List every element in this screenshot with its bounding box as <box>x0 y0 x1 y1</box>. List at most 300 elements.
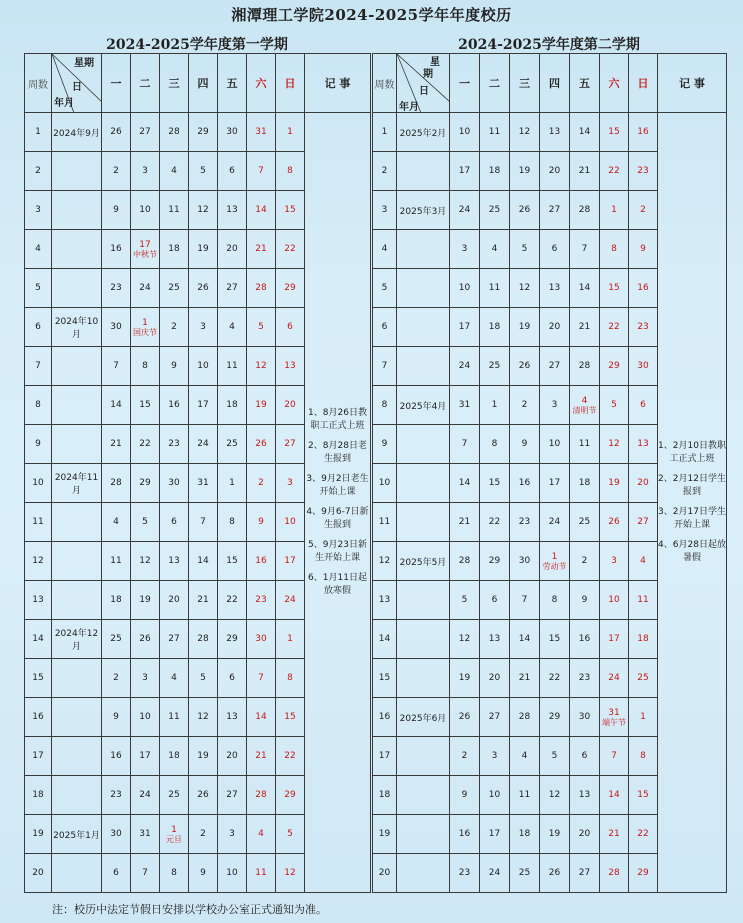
day-cell: 26 <box>247 425 276 464</box>
day-number: 1 <box>142 317 148 328</box>
day-cell: 26 <box>131 620 160 659</box>
day-cell: 20 <box>629 464 658 503</box>
day-cell: 21 <box>570 152 600 191</box>
holiday-day-cell <box>540 542 570 581</box>
day-cell: 7 <box>189 503 218 542</box>
day-cell: 16 <box>102 230 131 269</box>
day-cell: 10 <box>189 347 218 386</box>
day-cell: 28 <box>570 191 600 230</box>
day-cell: 10 <box>600 581 629 620</box>
day-cell: 5 <box>540 737 570 776</box>
day-cell: 14 <box>450 464 480 503</box>
month-label <box>397 347 450 386</box>
week-number: 13 <box>373 581 397 620</box>
day-cell: 13 <box>540 113 570 152</box>
day-cell: 1 <box>276 620 305 659</box>
note-item: 4、9月6-7日新生报到 <box>306 507 369 530</box>
holiday-day-cell <box>600 698 629 737</box>
day-cell: 28 <box>102 464 131 503</box>
day-cell: 9 <box>570 581 600 620</box>
day-cell: 7 <box>570 230 600 269</box>
day-cell: 29 <box>189 113 218 152</box>
day-cell: 5 <box>189 659 218 698</box>
day-cell: 29 <box>218 620 247 659</box>
holiday-day-cell <box>160 815 189 854</box>
week-number: 6 <box>25 308 52 347</box>
month-label: 2025年2月 <box>397 113 450 152</box>
day-cell: 13 <box>276 347 305 386</box>
day-cell: 21 <box>570 308 600 347</box>
week-number: 10 <box>373 464 397 503</box>
month-label: 2024年11月 <box>52 464 102 503</box>
day-cell: 18 <box>160 737 189 776</box>
day-cell: 2 <box>189 815 218 854</box>
day-cell: 11 <box>218 347 247 386</box>
day-cell: 21 <box>189 581 218 620</box>
day-header-wed: 三 <box>160 54 189 113</box>
day-cell: 5 <box>131 503 160 542</box>
day-cell: 22 <box>218 581 247 620</box>
day-cell: 8 <box>218 503 247 542</box>
holiday-day-cell <box>131 230 160 269</box>
day-cell: 31 <box>450 386 480 425</box>
day-cell: 22 <box>480 503 510 542</box>
month-label <box>52 425 102 464</box>
day-cell: 21 <box>247 737 276 776</box>
week-number: 5 <box>373 269 397 308</box>
day-cell: 11 <box>510 776 540 815</box>
day-cell: 25 <box>160 269 189 308</box>
day-cell: 4 <box>510 737 540 776</box>
day-cell: 24 <box>276 581 305 620</box>
day-cell: 30 <box>247 620 276 659</box>
month-label <box>397 815 450 854</box>
month-label <box>52 854 102 893</box>
day-cell: 30 <box>102 815 131 854</box>
month-label <box>52 698 102 737</box>
day-cell: 13 <box>218 698 247 737</box>
day-cell: 19 <box>131 581 160 620</box>
day-header-tue: 二 <box>131 54 160 113</box>
day-cell: 19 <box>510 152 540 191</box>
note-item: 1、2月10日教职工正式上班 <box>658 441 726 464</box>
diagonal-top-label: 星期 <box>74 58 94 69</box>
day-cell: 12 <box>276 854 305 893</box>
day-cell: 6 <box>540 230 570 269</box>
day-cell: 10 <box>131 698 160 737</box>
day-cell: 16 <box>160 386 189 425</box>
day-cell: 7 <box>247 659 276 698</box>
week-number: 4 <box>373 230 397 269</box>
day-cell: 22 <box>540 659 570 698</box>
day-cell: 13 <box>480 620 510 659</box>
header-row <box>25 54 371 113</box>
day-cell: 14 <box>600 776 629 815</box>
day-cell: 29 <box>276 776 305 815</box>
week-column-header: 周数 <box>373 54 397 113</box>
day-cell: 12 <box>450 620 480 659</box>
day-cell: 17 <box>131 737 160 776</box>
day-cell: 16 <box>629 269 658 308</box>
day-cell: 9 <box>189 854 218 893</box>
day-cell: 13 <box>629 425 658 464</box>
day-cell: 27 <box>480 698 510 737</box>
day-cell: 21 <box>247 230 276 269</box>
week-number: 16 <box>25 698 52 737</box>
month-label <box>52 503 102 542</box>
day-cell: 15 <box>276 191 305 230</box>
month-label <box>397 776 450 815</box>
day-cell: 9 <box>102 698 131 737</box>
day-cell: 23 <box>629 152 658 191</box>
day-cell: 18 <box>102 581 131 620</box>
holiday-day-cell <box>131 308 160 347</box>
footnote: 注：校历中法定节假日安排以学校办公室正式通知为准。 <box>52 903 327 916</box>
day-cell: 14 <box>247 191 276 230</box>
day-cell: 25 <box>480 191 510 230</box>
day-cell: 1 <box>629 698 658 737</box>
note-item: 3、2月17日学生开始上课 <box>658 507 726 530</box>
day-cell: 4 <box>218 308 247 347</box>
day-cell: 30 <box>510 542 540 581</box>
week-number: 17 <box>25 737 52 776</box>
day-cell: 3 <box>600 542 629 581</box>
day-cell: 8 <box>540 581 570 620</box>
day-cell: 15 <box>600 113 629 152</box>
diagonal-bottom-label: 年月 <box>399 102 419 113</box>
day-cell: 7 <box>510 581 540 620</box>
note-item: 4、6月28日起放暑假 <box>658 540 726 563</box>
day-cell: 14 <box>102 386 131 425</box>
day-cell: 5 <box>247 308 276 347</box>
day-cell: 2 <box>450 737 480 776</box>
week-number: 4 <box>25 230 52 269</box>
day-cell: 13 <box>218 191 247 230</box>
day-cell: 27 <box>131 113 160 152</box>
day-cell: 11 <box>570 425 600 464</box>
day-cell: 8 <box>276 152 305 191</box>
day-cell: 22 <box>131 425 160 464</box>
day-cell: 15 <box>218 542 247 581</box>
month-label <box>52 269 102 308</box>
day-cell: 24 <box>131 776 160 815</box>
day-cell: 24 <box>600 659 629 698</box>
day-cell: 2 <box>629 191 658 230</box>
day-cell: 20 <box>218 230 247 269</box>
month-label <box>52 581 102 620</box>
day-cell: 23 <box>450 854 480 893</box>
week-number: 20 <box>373 854 397 893</box>
day-cell: 5 <box>189 152 218 191</box>
day-cell: 24 <box>131 269 160 308</box>
day-cell: 4 <box>160 659 189 698</box>
day-cell: 23 <box>247 581 276 620</box>
day-header-wed: 三 <box>510 54 540 113</box>
day-cell: 26 <box>510 191 540 230</box>
day-cell: 13 <box>570 776 600 815</box>
day-cell: 24 <box>450 191 480 230</box>
day-cell: 15 <box>540 620 570 659</box>
day-cell: 25 <box>160 776 189 815</box>
day-cell: 29 <box>540 698 570 737</box>
day-cell: 31 <box>131 815 160 854</box>
day-cell: 12 <box>600 425 629 464</box>
day-cell: 28 <box>247 269 276 308</box>
month-label: 2024年9月 <box>52 113 102 152</box>
day-cell: 27 <box>276 425 305 464</box>
day-cell: 30 <box>218 113 247 152</box>
day-cell: 7 <box>102 347 131 386</box>
month-label <box>397 230 450 269</box>
day-cell: 12 <box>510 113 540 152</box>
month-label: 2024年10月 <box>52 308 102 347</box>
day-cell: 29 <box>480 542 510 581</box>
semester1-title: 2024-2025学年度第一学期 <box>106 37 288 53</box>
day-cell: 6 <box>480 581 510 620</box>
day-cell: 6 <box>629 386 658 425</box>
day-cell: 24 <box>450 347 480 386</box>
holiday-label: 清明节 <box>572 405 597 415</box>
day-cell: 21 <box>450 503 480 542</box>
month-label <box>52 191 102 230</box>
week-number: 17 <box>373 737 397 776</box>
day-cell: 18 <box>218 386 247 425</box>
diagonal-top-label: 星 <box>430 57 440 68</box>
day-cell: 30 <box>570 698 600 737</box>
diagonal-mid-label: 日 <box>419 86 429 97</box>
day-cell: 21 <box>600 815 629 854</box>
week-number: 12 <box>25 542 52 581</box>
month-label: 2025年4月 <box>397 386 450 425</box>
note-item: 2、8月28日老生报到 <box>308 441 367 464</box>
day-cell: 7 <box>450 425 480 464</box>
day-cell: 29 <box>131 464 160 503</box>
day-cell: 17 <box>276 542 305 581</box>
day-cell: 26 <box>600 503 629 542</box>
month-label <box>397 152 450 191</box>
day-cell: 17 <box>450 152 480 191</box>
day-header-sun: 日 <box>629 54 658 113</box>
day-cell: 4 <box>102 503 131 542</box>
day-cell: 11 <box>480 113 510 152</box>
month-label <box>397 269 450 308</box>
day-number: 17 <box>139 239 151 250</box>
day-number: 1 <box>551 551 558 562</box>
day-cell: 5 <box>450 581 480 620</box>
day-cell: 20 <box>480 659 510 698</box>
week-number: 2 <box>25 152 52 191</box>
day-cell: 28 <box>510 698 540 737</box>
month-label: 2025年1月 <box>52 815 102 854</box>
week-number: 12 <box>373 542 397 581</box>
day-cell: 25 <box>480 347 510 386</box>
day-cell: 5 <box>600 386 629 425</box>
note-item: 2、2月12日学生报到 <box>658 474 726 497</box>
day-cell: 4 <box>629 542 658 581</box>
day-cell: 22 <box>276 737 305 776</box>
week-number: 1 <box>373 113 397 152</box>
diagonal-header <box>52 54 102 113</box>
day-header-fri: 五 <box>570 54 600 113</box>
day-cell: 3 <box>189 308 218 347</box>
week-number: 20 <box>25 854 52 893</box>
day-cell: 14 <box>510 620 540 659</box>
day-cell: 22 <box>629 815 658 854</box>
week-column-header: 周数 <box>25 54 52 113</box>
note-item: 1、8月26日教职工正式上班 <box>308 408 367 431</box>
diagonal-mid-label: 日 <box>72 82 82 93</box>
day-header-fri: 五 <box>218 54 247 113</box>
day-cell: 17 <box>600 620 629 659</box>
day-cell: 3 <box>131 659 160 698</box>
week-number: 9 <box>25 425 52 464</box>
holiday-label: 端午节 <box>602 717 626 727</box>
day-cell: 19 <box>600 464 629 503</box>
day-cell: 19 <box>510 308 540 347</box>
day-cell: 26 <box>540 854 570 893</box>
day-cell: 29 <box>276 269 305 308</box>
day-cell: 25 <box>102 620 131 659</box>
day-cell: 7 <box>600 737 629 776</box>
holiday-label: 劳动节 <box>542 561 567 571</box>
day-cell: 28 <box>600 854 629 893</box>
day-cell: 21 <box>510 659 540 698</box>
day-cell: 10 <box>540 425 570 464</box>
day-cell: 11 <box>480 269 510 308</box>
month-label <box>397 425 450 464</box>
day-cell: 30 <box>102 308 131 347</box>
month-label: 2025年3月 <box>397 191 450 230</box>
week-number: 18 <box>373 776 397 815</box>
day-cell: 6 <box>218 659 247 698</box>
day-cell: 20 <box>218 737 247 776</box>
day-header-thu: 四 <box>540 54 570 113</box>
week-number: 18 <box>25 776 52 815</box>
day-cell: 10 <box>276 503 305 542</box>
day-header-thu: 四 <box>189 54 218 113</box>
week-row <box>373 113 727 152</box>
day-cell: 24 <box>480 854 510 893</box>
day-cell: 9 <box>102 191 131 230</box>
notes-cell <box>658 113 727 893</box>
day-cell: 27 <box>540 191 570 230</box>
note-item: 6、1月11日起放寒假 <box>308 573 367 596</box>
day-header-sat: 六 <box>600 54 629 113</box>
day-cell: 10 <box>218 854 247 893</box>
header-row <box>373 54 727 113</box>
day-cell: 29 <box>629 854 658 893</box>
day-cell: 8 <box>600 230 629 269</box>
day-cell: 15 <box>600 269 629 308</box>
holiday-label: 中秋节 <box>133 249 157 259</box>
day-cell: 27 <box>218 776 247 815</box>
day-cell: 19 <box>189 230 218 269</box>
day-cell: 8 <box>276 659 305 698</box>
day-cell: 3 <box>480 737 510 776</box>
month-label <box>52 737 102 776</box>
day-cell: 23 <box>570 659 600 698</box>
day-cell: 27 <box>218 269 247 308</box>
day-header-sat: 六 <box>247 54 276 113</box>
day-cell: 11 <box>247 854 276 893</box>
day-cell: 11 <box>102 542 131 581</box>
day-cell: 4 <box>480 230 510 269</box>
day-number: 1 <box>171 824 177 835</box>
day-cell: 28 <box>450 542 480 581</box>
day-cell: 17 <box>480 815 510 854</box>
month-label: 2024年12月 <box>52 620 102 659</box>
day-cell: 16 <box>247 542 276 581</box>
notes-column-header: 记 事 <box>658 54 727 113</box>
day-cell: 26 <box>189 776 218 815</box>
day-cell: 15 <box>480 464 510 503</box>
month-label <box>52 347 102 386</box>
day-cell: 27 <box>570 854 600 893</box>
day-cell: 1 <box>276 113 305 152</box>
week-number: 13 <box>25 581 52 620</box>
day-cell: 22 <box>600 308 629 347</box>
day-cell: 30 <box>629 347 658 386</box>
day-cell: 12 <box>510 269 540 308</box>
day-cell: 12 <box>540 776 570 815</box>
month-label: 2025年6月 <box>397 698 450 737</box>
month-label <box>397 581 450 620</box>
day-cell: 15 <box>276 698 305 737</box>
day-cell: 16 <box>570 620 600 659</box>
day-cell: 19 <box>540 815 570 854</box>
day-cell: 26 <box>189 269 218 308</box>
month-label <box>52 152 102 191</box>
week-number: 11 <box>25 503 52 542</box>
day-header-mon: 一 <box>450 54 480 113</box>
day-cell: 23 <box>510 503 540 542</box>
month-label <box>52 386 102 425</box>
day-cell: 25 <box>570 503 600 542</box>
week-number: 1 <box>25 113 52 152</box>
day-cell: 16 <box>629 113 658 152</box>
day-cell: 12 <box>189 698 218 737</box>
day-cell: 23 <box>102 776 131 815</box>
day-cell: 26 <box>102 113 131 152</box>
month-label <box>397 620 450 659</box>
semester2-title: 2024-2025学年度第二学期 <box>458 37 640 53</box>
week-number: 3 <box>25 191 52 230</box>
day-cell: 10 <box>131 191 160 230</box>
day-cell: 10 <box>450 269 480 308</box>
day-cell: 14 <box>247 698 276 737</box>
day-number: 4 <box>581 395 588 406</box>
day-cell: 3 <box>131 152 160 191</box>
day-cell: 6 <box>276 308 305 347</box>
diagonal-left-label: 期 <box>423 69 433 80</box>
holiday-day-cell <box>570 386 600 425</box>
day-cell: 18 <box>480 308 510 347</box>
day-cell: 4 <box>160 152 189 191</box>
week-number: 15 <box>373 659 397 698</box>
week-number: 7 <box>25 347 52 386</box>
day-cell: 14 <box>189 542 218 581</box>
week-number: 14 <box>373 620 397 659</box>
day-cell: 6 <box>160 503 189 542</box>
note-item: 3、9月2日老生开始上课 <box>306 474 369 497</box>
day-cell: 8 <box>160 854 189 893</box>
day-cell: 10 <box>450 113 480 152</box>
day-cell: 16 <box>510 464 540 503</box>
semester1-calendar <box>24 53 371 893</box>
month-label <box>52 542 102 581</box>
day-cell: 27 <box>160 620 189 659</box>
day-cell: 23 <box>160 425 189 464</box>
